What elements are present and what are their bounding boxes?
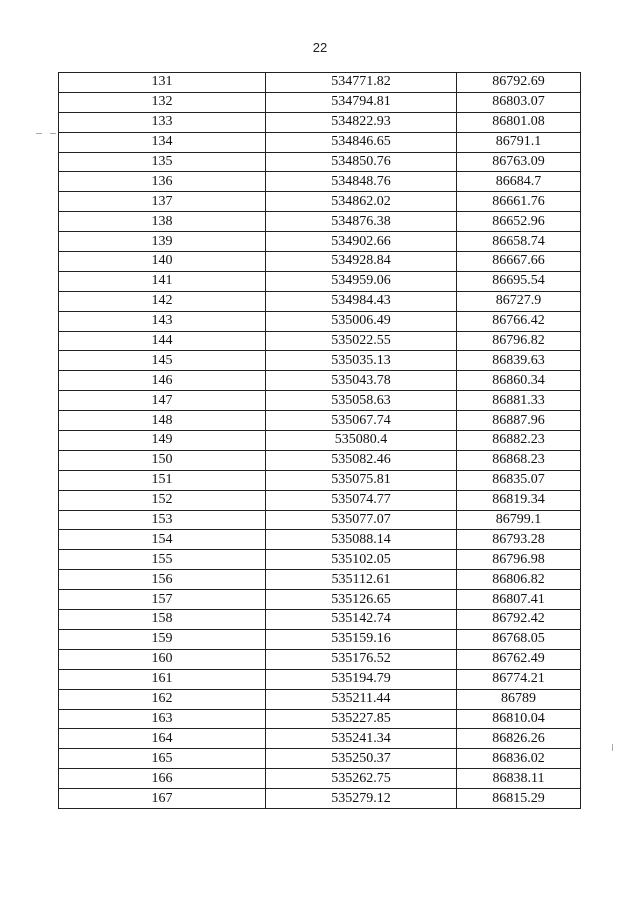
y-coordinate-cell: 86835.07	[457, 470, 581, 490]
y-coordinate-cell: 86838.11	[457, 769, 581, 789]
x-coordinate-cell: 534848.76	[266, 172, 457, 192]
point-number-cell: 165	[59, 749, 266, 769]
table-row	[59, 212, 581, 232]
x-coordinate-cell: 535067.74	[266, 411, 457, 431]
point-number-cell: 150	[59, 450, 266, 470]
x-coordinate-cell: 535043.78	[266, 371, 457, 391]
table-row	[59, 291, 581, 311]
point-number-cell: 163	[59, 709, 266, 729]
y-coordinate-cell: 86839.63	[457, 351, 581, 371]
y-coordinate-cell: 86819.34	[457, 490, 581, 510]
table-row	[59, 132, 581, 152]
x-coordinate-cell: 535088.14	[266, 530, 457, 550]
y-coordinate-cell: 86792.69	[457, 73, 581, 93]
scan-mark	[50, 133, 56, 134]
point-number-cell: 139	[59, 232, 266, 252]
table-row	[59, 371, 581, 391]
point-number-cell: 137	[59, 192, 266, 212]
table-row	[59, 391, 581, 411]
table-row	[59, 590, 581, 610]
y-coordinate-cell: 86792.42	[457, 610, 581, 630]
point-number-cell: 159	[59, 629, 266, 649]
point-number-cell: 134	[59, 132, 266, 152]
table-row	[59, 252, 581, 272]
y-coordinate-cell: 86793.28	[457, 530, 581, 550]
x-coordinate-cell: 535126.65	[266, 590, 457, 610]
x-coordinate-cell: 534984.43	[266, 291, 457, 311]
y-coordinate-cell: 86796.82	[457, 331, 581, 351]
x-coordinate-cell: 534846.65	[266, 132, 457, 152]
y-coordinate-cell: 86868.23	[457, 450, 581, 470]
x-coordinate-cell: 535006.49	[266, 311, 457, 331]
x-coordinate-cell: 535176.52	[266, 649, 457, 669]
y-coordinate-cell: 86801.08	[457, 112, 581, 132]
point-number-cell: 136	[59, 172, 266, 192]
x-coordinate-cell: 535035.13	[266, 351, 457, 371]
y-coordinate-cell: 86796.98	[457, 550, 581, 570]
x-coordinate-cell: 535194.79	[266, 669, 457, 689]
table-row	[59, 530, 581, 550]
y-coordinate-cell: 86661.76	[457, 192, 581, 212]
x-coordinate-cell: 535227.85	[266, 709, 457, 729]
coordinates-table	[58, 72, 581, 809]
table-row	[59, 431, 581, 451]
y-coordinate-cell: 86826.26	[457, 729, 581, 749]
y-coordinate-cell: 86810.04	[457, 709, 581, 729]
point-number-cell: 145	[59, 351, 266, 371]
point-number-cell: 164	[59, 729, 266, 749]
point-number-cell: 132	[59, 92, 266, 112]
y-coordinate-cell: 86803.07	[457, 92, 581, 112]
table-row	[59, 450, 581, 470]
x-coordinate-cell: 535142.74	[266, 610, 457, 630]
x-coordinate-cell: 535262.75	[266, 769, 457, 789]
table-row	[59, 769, 581, 789]
table-row	[59, 709, 581, 729]
y-coordinate-cell: 86882.23	[457, 431, 581, 451]
table-row	[59, 789, 581, 809]
table-row	[59, 192, 581, 212]
table-row	[59, 570, 581, 590]
y-coordinate-cell: 86807.41	[457, 590, 581, 610]
x-coordinate-cell: 535082.46	[266, 450, 457, 470]
y-coordinate-cell: 86727.9	[457, 291, 581, 311]
x-coordinate-cell: 535241.34	[266, 729, 457, 749]
table-row	[59, 351, 581, 371]
y-coordinate-cell: 86768.05	[457, 629, 581, 649]
y-coordinate-cell: 86887.96	[457, 411, 581, 431]
x-coordinate-cell: 535279.12	[266, 789, 457, 809]
point-number-cell: 148	[59, 411, 266, 431]
y-coordinate-cell: 86881.33	[457, 391, 581, 411]
y-coordinate-cell: 86806.82	[457, 570, 581, 590]
y-coordinate-cell: 86774.21	[457, 669, 581, 689]
x-coordinate-cell: 534850.76	[266, 152, 457, 172]
point-number-cell: 167	[59, 789, 266, 809]
point-number-cell: 146	[59, 371, 266, 391]
x-coordinate-cell: 535075.81	[266, 470, 457, 490]
table-row	[59, 689, 581, 709]
point-number-cell: 155	[59, 550, 266, 570]
x-coordinate-cell: 535022.55	[266, 331, 457, 351]
table-row	[59, 749, 581, 769]
table-row	[59, 411, 581, 431]
point-number-cell: 153	[59, 510, 266, 530]
y-coordinate-cell: 86836.02	[457, 749, 581, 769]
y-coordinate-cell: 86667.66	[457, 252, 581, 272]
point-number-cell: 135	[59, 152, 266, 172]
x-coordinate-cell: 535074.77	[266, 490, 457, 510]
x-coordinate-cell: 535211.44	[266, 689, 457, 709]
scan-mark	[612, 744, 613, 751]
point-number-cell: 141	[59, 271, 266, 291]
point-number-cell: 144	[59, 331, 266, 351]
x-coordinate-cell: 535077.07	[266, 510, 457, 530]
x-coordinate-cell: 534794.81	[266, 92, 457, 112]
table-row	[59, 92, 581, 112]
x-coordinate-cell: 535250.37	[266, 749, 457, 769]
x-coordinate-cell: 535102.05	[266, 550, 457, 570]
point-number-cell: 142	[59, 291, 266, 311]
x-coordinate-cell: 535080.4	[266, 431, 457, 451]
x-coordinate-cell: 534902.66	[266, 232, 457, 252]
y-coordinate-cell: 86791.1	[457, 132, 581, 152]
x-coordinate-cell: 534876.38	[266, 212, 457, 232]
point-number-cell: 151	[59, 470, 266, 490]
table-row	[59, 610, 581, 630]
point-number-cell: 158	[59, 610, 266, 630]
point-number-cell: 160	[59, 649, 266, 669]
x-coordinate-cell: 534822.93	[266, 112, 457, 132]
table-row	[59, 629, 581, 649]
table-row	[59, 331, 581, 351]
point-number-cell: 133	[59, 112, 266, 132]
table-row	[59, 510, 581, 530]
table-row	[59, 649, 581, 669]
point-number-cell: 161	[59, 669, 266, 689]
point-number-cell: 131	[59, 73, 266, 93]
table-row	[59, 73, 581, 93]
table-row	[59, 112, 581, 132]
y-coordinate-cell: 86695.54	[457, 271, 581, 291]
y-coordinate-cell: 86766.42	[457, 311, 581, 331]
y-coordinate-cell: 86652.96	[457, 212, 581, 232]
y-coordinate-cell: 86815.29	[457, 789, 581, 809]
page-number: 22	[312, 40, 328, 55]
point-number-cell: 138	[59, 212, 266, 232]
x-coordinate-cell: 535159.16	[266, 629, 457, 649]
table-row	[59, 232, 581, 252]
x-coordinate-cell: 534928.84	[266, 252, 457, 272]
table-row	[59, 729, 581, 749]
x-coordinate-cell: 534862.02	[266, 192, 457, 212]
point-number-cell: 156	[59, 570, 266, 590]
table-row	[59, 311, 581, 331]
point-number-cell: 152	[59, 490, 266, 510]
table-row	[59, 470, 581, 490]
table-row	[59, 550, 581, 570]
y-coordinate-cell: 86658.74	[457, 232, 581, 252]
y-coordinate-cell: 86860.34	[457, 371, 581, 391]
point-number-cell: 166	[59, 769, 266, 789]
scan-mark	[36, 133, 42, 134]
x-coordinate-cell: 535112.61	[266, 570, 457, 590]
y-coordinate-cell: 86762.49	[457, 649, 581, 669]
x-coordinate-cell: 534959.06	[266, 271, 457, 291]
x-coordinate-cell: 534771.82	[266, 73, 457, 93]
y-coordinate-cell: 86789	[457, 689, 581, 709]
table-row	[59, 669, 581, 689]
table-row	[59, 172, 581, 192]
point-number-cell: 147	[59, 391, 266, 411]
y-coordinate-cell: 86684.7	[457, 172, 581, 192]
table-row	[59, 152, 581, 172]
point-number-cell: 149	[59, 431, 266, 451]
table-row	[59, 271, 581, 291]
point-number-cell: 162	[59, 689, 266, 709]
point-number-cell: 154	[59, 530, 266, 550]
x-coordinate-cell: 535058.63	[266, 391, 457, 411]
y-coordinate-cell: 86799.1	[457, 510, 581, 530]
y-coordinate-cell: 86763.09	[457, 152, 581, 172]
point-number-cell: 143	[59, 311, 266, 331]
point-number-cell: 140	[59, 252, 266, 272]
table-row	[59, 490, 581, 510]
point-number-cell: 157	[59, 590, 266, 610]
